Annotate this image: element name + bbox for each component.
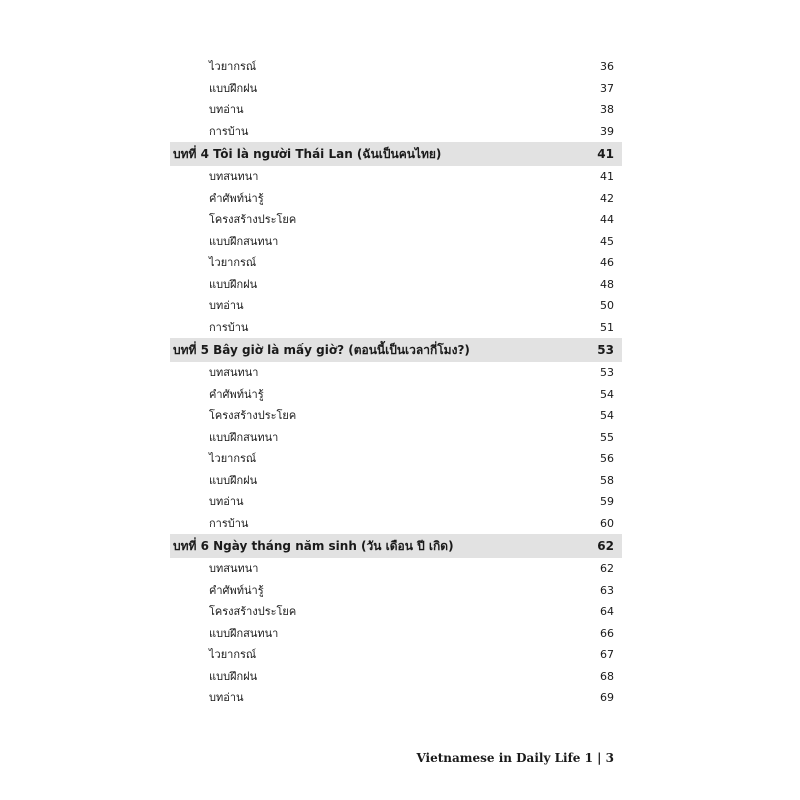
toc-chapter-heading xyxy=(170,142,622,166)
toc-entry xyxy=(0,295,800,317)
entry-title: แบบฝึกฝน xyxy=(209,277,258,291)
toc-entry xyxy=(0,601,800,623)
page-footer: Vietnamese in Daily Life 1 | 3 xyxy=(416,751,614,765)
entry-title: โครงสร้างประโยค xyxy=(209,409,297,422)
entry-title: การบ้าน xyxy=(209,124,249,138)
page-number: 56 xyxy=(600,452,614,465)
page-number: 62 xyxy=(597,539,614,553)
entry-title: ไวยากรณ์ xyxy=(209,256,257,269)
chapter-title: บทที่ 4 Tôi là người Thái Lan (ฉันเป็นคนไทย) xyxy=(173,147,442,161)
toc-entry xyxy=(0,209,800,231)
toc-entry xyxy=(0,384,800,406)
entry-title: บทอ่าน xyxy=(209,691,244,704)
toc-entry xyxy=(0,362,800,384)
toc-entry xyxy=(0,56,800,78)
entry-title: การบ้าน xyxy=(209,320,249,334)
page-number: 38 xyxy=(600,103,614,116)
page-number: 42 xyxy=(600,191,614,205)
toc-entry xyxy=(0,558,800,580)
page-number: 48 xyxy=(600,277,614,291)
toc-entry xyxy=(0,78,800,100)
page-number: 62 xyxy=(600,562,614,575)
entry-title: คำศัพท์น่ารู้ xyxy=(209,387,264,401)
page-number: 51 xyxy=(600,320,614,334)
entry-title: ไวยากรณ์ xyxy=(209,648,257,661)
page-number: 55 xyxy=(600,430,614,444)
toc-entry xyxy=(0,121,800,143)
page-number: 68 xyxy=(600,669,614,683)
page-number: 63 xyxy=(600,583,614,597)
page-number: 54 xyxy=(600,409,614,422)
entry-title: แบบฝึกสนทนา xyxy=(209,234,279,248)
entry-title: ไวยากรณ์ xyxy=(209,452,257,465)
entry-title: คำศัพท์น่ารู้ xyxy=(209,583,264,597)
toc-entry xyxy=(0,623,800,645)
page-number: 58 xyxy=(600,473,614,487)
page-number: 46 xyxy=(600,256,614,269)
entry-title: บทสนทนา xyxy=(209,562,259,575)
toc-entry xyxy=(0,166,800,188)
page-number: 53 xyxy=(600,366,614,379)
toc-entry xyxy=(0,252,800,274)
page-number: 41 xyxy=(600,170,614,183)
entry-title: แบบฝึกสนทนา xyxy=(209,430,279,444)
entry-title: บทอ่าน xyxy=(209,299,244,312)
entry-title: บทอ่าน xyxy=(209,103,244,116)
entry-title: บทสนทนา xyxy=(209,366,259,379)
toc-entry xyxy=(0,427,800,449)
toc-entry xyxy=(0,687,800,709)
entry-title: บทสนทนา xyxy=(209,170,259,183)
entry-title: คำศัพท์น่ารู้ xyxy=(209,191,264,205)
entry-title: โครงสร้างประโยค xyxy=(209,213,297,226)
page-number: 67 xyxy=(600,648,614,661)
page-number: 37 xyxy=(600,81,614,95)
toc-chapter-heading xyxy=(170,534,622,558)
entry-title: แบบฝึกฝน xyxy=(209,81,258,95)
toc-entry xyxy=(0,644,800,666)
toc-entry xyxy=(0,99,800,121)
page-number: 69 xyxy=(600,691,614,704)
chapter-title: บทที่ 6 Ngày tháng năm sinh (วัน เดือน ปี เกิด) xyxy=(173,539,454,553)
toc-entry xyxy=(0,491,800,513)
entry-title: แบบฝึกฝน xyxy=(209,473,258,487)
entry-title: แบบฝึกฝน xyxy=(209,669,258,683)
page-number: 53 xyxy=(597,343,614,357)
page-number: 44 xyxy=(600,213,614,226)
page-number: 41 xyxy=(597,147,614,161)
page-number: 39 xyxy=(600,124,614,138)
toc-entry xyxy=(0,231,800,253)
page-number: 45 xyxy=(600,234,614,248)
page-number: 64 xyxy=(600,605,614,618)
entry-title: บทอ่าน xyxy=(209,495,244,508)
toc-entry xyxy=(0,666,800,688)
page-number: 66 xyxy=(600,626,614,640)
entry-title: การบ้าน xyxy=(209,516,249,530)
toc-entry xyxy=(0,188,800,210)
entry-title: แบบฝึกสนทนา xyxy=(209,626,279,640)
toc-entry xyxy=(0,470,800,492)
table-of-contents xyxy=(0,56,800,709)
page-number: 36 xyxy=(600,60,614,73)
entry-title: ไวยากรณ์ xyxy=(209,60,257,73)
toc-entry xyxy=(0,513,800,535)
toc-entry xyxy=(0,580,800,602)
toc-entry xyxy=(0,448,800,470)
page-number: 60 xyxy=(600,516,614,530)
page-number: 54 xyxy=(600,387,614,401)
chapter-title: บทที่ 5 Bây giờ là mấy giờ? (ตอนนี้เป็นเวลากี่โมง?) xyxy=(173,343,470,357)
page-number: 50 xyxy=(600,299,614,312)
toc-entry xyxy=(0,274,800,296)
toc-entry xyxy=(0,317,800,339)
toc-entry xyxy=(0,405,800,427)
entry-title: โครงสร้างประโยค xyxy=(209,605,297,618)
page-number: 59 xyxy=(600,495,614,508)
toc-chapter-heading xyxy=(170,338,622,362)
